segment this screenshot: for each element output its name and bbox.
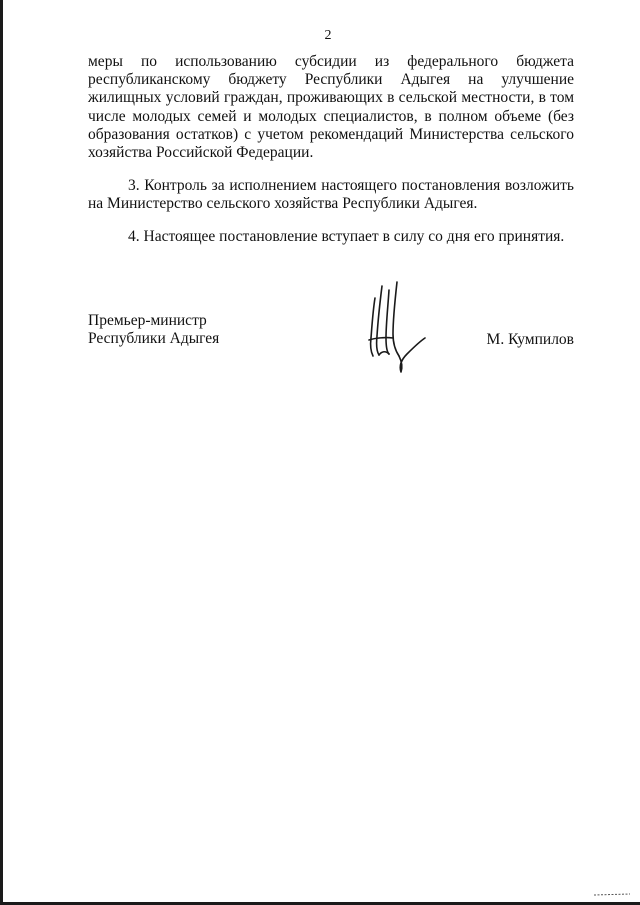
signatory-title-line-1: Премьер-министр: [88, 312, 207, 329]
signatory-title-line-2: Республики Адыгея: [88, 330, 220, 348]
paragraph-3: 3. Контроль за исполнением настоящего постановления возложить на Министерство сельского хозяйства Республики Адыгея.: [88, 177, 574, 213]
paragraph-continuation: меры по использованию субсидии из федерального бюджета республиканскому бюджету Республики Адыгея на улучшение жилищных условий граждан, проживающих в сельской местности, в том числе молодых семей и молодых специалистов, в полном объеме (без образования остатков) с учетом рекомендаций Министерства сельского хозяйства Российской Федерации.: [88, 53, 574, 162]
scan-artifact-mark: [592, 891, 632, 897]
page-number: 2: [324, 28, 332, 43]
signatory-name: М. Кумпилов: [486, 331, 574, 348]
signatory-title: [88, 312, 219, 348]
scan-border-left: [0, 0, 3, 905]
handwritten-signature: [355, 280, 445, 375]
paragraph-4: 4. Настоящее постановление вступает в силу со дня его принятия.: [128, 228, 565, 245]
